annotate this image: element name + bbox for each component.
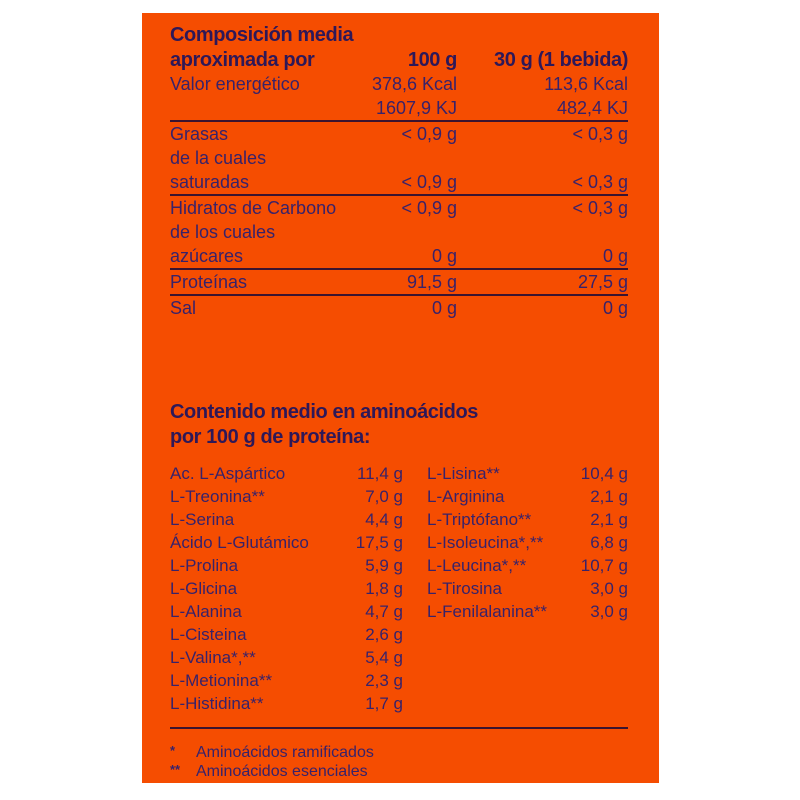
row-label: Sal: [170, 298, 197, 318]
amino-row: [427, 508, 628, 531]
amino-value: 2,1 g: [590, 487, 628, 506]
amino-section-title: [170, 400, 628, 450]
row-value-30g: 0 g: [602, 246, 628, 266]
amino-value: 3,0 g: [590, 579, 628, 598]
table-row-hidratos: [170, 196, 628, 220]
amino-value: 5,9 g: [365, 556, 403, 575]
column-header-30g: 30 g (1 bebida): [493, 49, 628, 71]
amino-row: [170, 692, 403, 715]
amino-value: 2,6 g: [365, 625, 403, 644]
amino-name: L-Tirosina: [427, 579, 502, 598]
row-value-100g: 0 g: [431, 298, 457, 318]
amino-value: 2,3 g: [365, 671, 403, 690]
table-row-saturadas: [170, 170, 628, 194]
amino-value: 7,0 g: [365, 487, 403, 506]
amino-title-line1: Contenido medio en aminoácidos: [170, 401, 479, 423]
amino-value: 10,4 g: [580, 464, 628, 483]
table-row-de-la-cuales: [170, 146, 628, 170]
amino-row: [170, 669, 403, 692]
row-value-100g: < 0,9 g: [401, 124, 457, 144]
amino-table: [170, 462, 628, 715]
amino-row: [170, 531, 403, 554]
amino-row: [170, 508, 403, 531]
row-value-30g: 113,6 Kcal: [544, 74, 628, 94]
footnote-marker: *: [170, 743, 176, 758]
amino-column-right: [427, 462, 628, 715]
amino-name: L-Treonina**: [170, 487, 265, 506]
amino-value: 1,7 g: [365, 694, 403, 713]
divider: [170, 727, 628, 729]
amino-name: L-Serina: [170, 510, 235, 529]
amino-row: [170, 600, 403, 623]
amino-row: [170, 646, 403, 669]
row-value-100g: 1607,9 KJ: [375, 98, 457, 118]
amino-row: [427, 485, 628, 508]
footnotes: [170, 743, 628, 781]
row-label: azúcares: [170, 246, 244, 266]
composition-title-line1: Composición media: [170, 24, 354, 46]
row-value-100g: 0 g: [431, 246, 457, 266]
amino-name: L-Alanina: [170, 602, 242, 621]
footnote-marker: **: [170, 762, 181, 777]
amino-value: 17,5 g: [355, 533, 403, 552]
row-label: Grasas: [170, 124, 229, 144]
amino-row: [427, 577, 628, 600]
row-value-30g: 482,4 KJ: [556, 98, 628, 118]
table-row-grasas: [170, 122, 628, 146]
amino-row: [427, 554, 628, 577]
amino-value: 2,1 g: [590, 510, 628, 529]
amino-row: [427, 531, 628, 554]
amino-row: [170, 485, 403, 508]
row-value-100g: < 0,9 g: [401, 198, 457, 218]
row-value-100g: 378,6 Kcal: [371, 74, 457, 94]
amino-value: 1,8 g: [365, 579, 403, 598]
amino-name: L-Lisina**: [427, 464, 500, 483]
composition-title-line2: aproximada por: [170, 49, 315, 71]
table-row-sal: [170, 296, 628, 320]
column-header-100g: 100 g: [407, 49, 457, 71]
row-value-100g: < 0,9 g: [401, 172, 457, 192]
amino-name: L-Fenilalanina**: [427, 602, 548, 621]
row-value-100g: 91,5 g: [406, 272, 457, 292]
amino-row: [427, 462, 628, 485]
amino-name: L-Triptófano**: [427, 510, 532, 529]
row-value-30g: 27,5 g: [577, 272, 628, 292]
row-label: de los cuales: [170, 222, 276, 242]
amino-value: 6,8 g: [590, 533, 628, 552]
amino-column-left: [170, 462, 403, 715]
amino-name: L-Cisteina: [170, 625, 247, 644]
table-row-valor-energetico: [170, 72, 628, 96]
row-value-30g: < 0,3 g: [572, 172, 628, 192]
amino-row: [427, 600, 628, 623]
amino-name: L-Isoleucina*,**: [427, 533, 544, 552]
footnote-text: Aminoácidos esenciales: [196, 763, 368, 780]
nutrition-label-panel: [142, 13, 659, 783]
footnote-esenciales: [170, 762, 628, 781]
amino-name: L-Leucina*,**: [427, 556, 527, 575]
amino-value: 4,7 g: [365, 602, 403, 621]
table-row-kj: [170, 96, 628, 120]
amino-name: L-Histidina**: [170, 694, 264, 713]
amino-name: L-Metionina**: [170, 671, 273, 690]
amino-value: 10,7 g: [580, 556, 628, 575]
amino-name: Ácido L-Glutámico: [170, 533, 309, 552]
amino-name: L-Prolina: [170, 556, 239, 575]
amino-value: 4,4 g: [365, 510, 403, 529]
row-label: Hidratos de Carbono: [170, 198, 337, 218]
row-value-30g: < 0,3 g: [572, 124, 628, 144]
amino-row: [170, 462, 403, 485]
amino-value: 5,4 g: [365, 648, 403, 667]
amino-name: Ac. L-Aspártico: [170, 464, 286, 483]
amino-name: L-Arginina: [427, 487, 505, 506]
table-row-de-los-cuales: [170, 220, 628, 244]
amino-value: 11,4 g: [356, 464, 403, 483]
table-row-azucares: [170, 244, 628, 268]
amino-name: L-Glicina: [170, 579, 238, 598]
row-label: de la cuales: [170, 148, 267, 168]
amino-row: [170, 577, 403, 600]
amino-row: [170, 623, 403, 646]
amino-value: 3,0 g: [590, 602, 628, 621]
row-value-30g: < 0,3 g: [572, 198, 628, 218]
footnote-text: Aminoácidos ramificados: [196, 744, 374, 761]
row-label: Proteínas: [170, 272, 248, 292]
amino-name: L-Valina*,**: [170, 648, 256, 667]
row-label: saturadas: [170, 172, 250, 192]
row-label: Valor energético: [170, 74, 300, 94]
composition-header-row: [170, 48, 628, 72]
footnote-ramificados: [170, 743, 628, 762]
table-row-proteinas: [170, 270, 628, 294]
row-value-30g: 0 g: [602, 298, 628, 318]
amino-title-line2: por 100 g de proteína:: [170, 426, 371, 448]
amino-row: [170, 554, 403, 577]
